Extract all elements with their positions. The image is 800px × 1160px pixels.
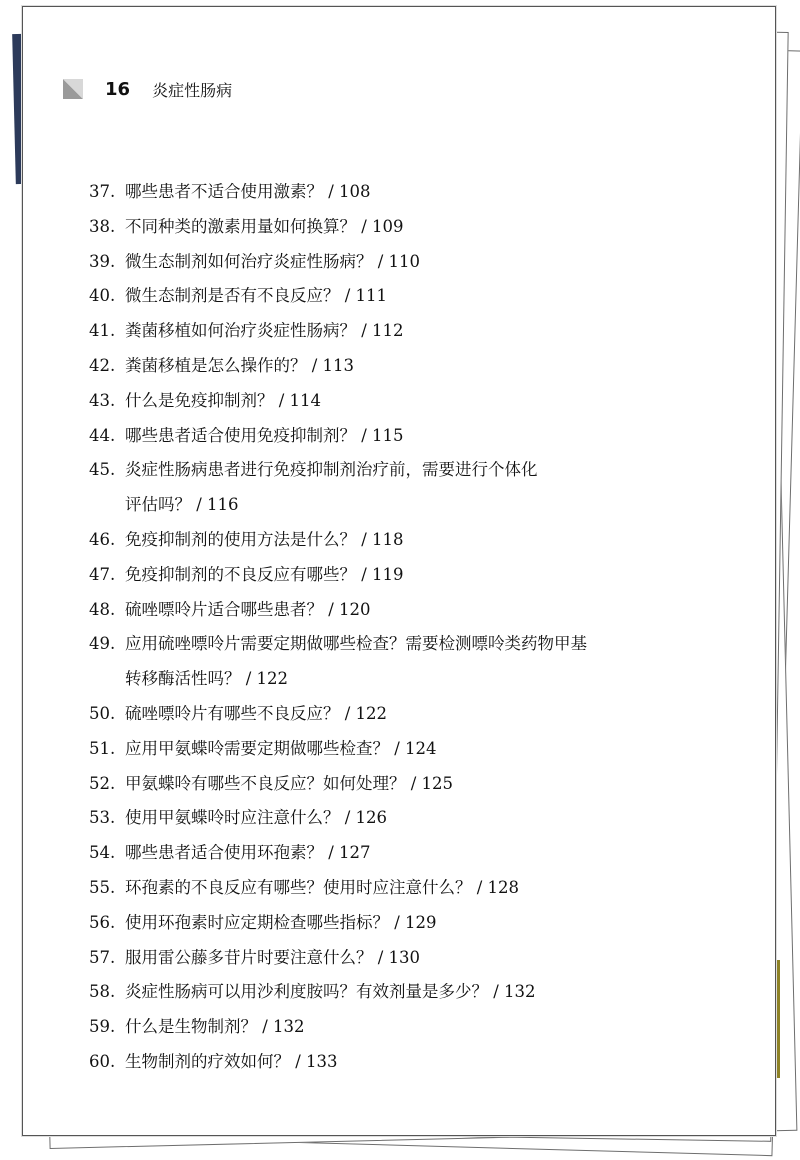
toc-entry (89, 1045, 739, 1080)
toc-entry (89, 906, 739, 941)
toc-entry-number: 41. (89, 321, 116, 341)
toc-entry-text (125, 349, 739, 384)
toc-entry (89, 558, 739, 593)
toc-entry-number: 60. (89, 1051, 116, 1071)
toc-entry-line: 评估吗？ / 116 (125, 495, 239, 515)
toc-entry-line: 免疫抑制剂的不良反应有哪些？ / 119 (125, 564, 404, 584)
toc-entry-number: 47. (89, 564, 116, 584)
toc-entry (89, 1010, 739, 1045)
toc-entry-text (125, 871, 739, 906)
toc-entry-number: 46. (89, 529, 116, 549)
toc-entry-line: 粪菌移植是怎么操作的？ / 113 (125, 355, 355, 375)
toc-entry-text (125, 558, 739, 593)
toc-entry (89, 801, 739, 836)
table-of-contents (89, 175, 739, 1080)
page-header (63, 77, 232, 101)
toc-entry (89, 975, 739, 1010)
toc-entry-line: 哪些患者适合使用环孢素？ / 127 (125, 843, 371, 863)
toc-entry-text (125, 697, 739, 732)
toc-entry-text (125, 975, 739, 1010)
toc-entry-number: 51. (89, 738, 116, 758)
corner-mark-icon (63, 79, 83, 99)
toc-entry-line: 使用甲氨蝶呤时应注意什么？ / 126 (125, 808, 388, 828)
toc-entry-line: 哪些患者适合使用免疫抑制剂？ / 115 (125, 425, 404, 445)
toc-entry-line: 微生态制剂如何治疗炎症性肠病？ / 110 (125, 251, 421, 271)
toc-entry-number: 38. (89, 216, 116, 236)
toc-entry (89, 523, 739, 558)
toc-entry-number: 39. (89, 251, 116, 271)
toc-entry (89, 697, 739, 732)
toc-entry (89, 314, 739, 349)
toc-entry-text (125, 627, 739, 697)
toc-entry-number: 44. (89, 425, 116, 445)
toc-entry (89, 453, 739, 523)
toc-entry (89, 732, 739, 767)
toc-entry-number: 43. (89, 390, 116, 410)
toc-entry-text (125, 593, 739, 628)
toc-entry (89, 279, 739, 314)
toc-entry-line: 炎症性肠病可以用沙利度胺吗？有效剂量是多少？ / 132 (125, 982, 536, 1002)
toc-entry-line: 微生态制剂是否有不良反应？ / 111 (125, 286, 388, 306)
toc-entry-line: 应用甲氨蝶呤需要定期做哪些检查？ / 124 (125, 738, 437, 758)
toc-entry (89, 593, 739, 628)
toc-entry-text (125, 836, 739, 871)
toc-entry (89, 836, 739, 871)
toc-entry-line: 粪菌移植如何治疗炎症性肠病？ / 112 (125, 321, 404, 341)
toc-entry-number: 56. (89, 912, 116, 932)
toc-entry-line: 应用硫唑嘌呤片需要定期做哪些检查？需要检测嘌呤类药物甲基 (125, 634, 587, 654)
toc-entry-line: 硫唑嘌呤片适合哪些患者？ / 120 (125, 599, 371, 619)
toc-entry (89, 349, 739, 384)
toc-entry-text (125, 175, 739, 210)
toc-entry-text (125, 419, 739, 454)
toc-entry (89, 871, 739, 906)
page-number: 16 (105, 78, 131, 100)
toc-entry-line: 环孢素的不良反应有哪些？使用时应注意什么？ / 128 (125, 877, 520, 897)
toc-entry-line: 哪些患者不适合使用激素？ / 108 (125, 182, 371, 201)
toc-entry-line: 什么是免疫抑制剂？ / 114 (125, 390, 322, 410)
toc-entry-text (125, 314, 739, 349)
toc-entry-line: 转移酶活性吗？ / 122 (125, 669, 289, 689)
toc-entry-text (125, 279, 739, 314)
toc-entry-text (125, 767, 739, 802)
toc-entry-number: 58. (89, 982, 116, 1002)
toc-entry-number: 50. (89, 703, 116, 723)
toc-entry-text (125, 523, 739, 558)
toc-entry-text (125, 384, 739, 419)
toc-entry-line: 使用环孢素时应定期检查哪些指标？ / 129 (125, 912, 437, 932)
chapter-title: 炎症性肠病 (152, 80, 233, 100)
toc-entry-text (125, 210, 739, 245)
toc-entry-number: 37. (89, 182, 116, 201)
toc-entry-number: 45. (89, 460, 116, 480)
toc-entry-line: 服用雷公藤多苷片时要注意什么？ / 130 (125, 947, 421, 967)
toc-entry (89, 245, 739, 280)
toc-entry-text (125, 1010, 739, 1045)
toc-entry-number: 57. (89, 947, 116, 967)
toc-entry-line: 生物制剂的疗效如何？ / 133 (125, 1051, 338, 1071)
toc-entry-text (125, 245, 739, 280)
toc-entry-text (125, 906, 739, 941)
toc-entry-text (125, 801, 739, 836)
toc-entry-line: 炎症性肠病患者进行免疫抑制剂治疗前，需要进行个体化 (125, 460, 538, 480)
toc-entry-number: 55. (89, 877, 116, 897)
toc-entry-line: 免疫抑制剂的使用方法是什么？ / 118 (125, 529, 404, 549)
toc-entry (89, 384, 739, 419)
toc-entry-number: 59. (89, 1017, 116, 1037)
toc-entry-number: 54. (89, 843, 116, 863)
toc-entry (89, 210, 739, 245)
toc-entry (89, 419, 739, 454)
toc-entry-line: 甲氨蝶呤有哪些不良反应？如何处理？ / 125 (125, 773, 454, 793)
toc-entry (89, 175, 739, 210)
toc-entry-number: 52. (89, 773, 116, 793)
toc-entry-line: 不同种类的激素用量如何换算？ / 109 (125, 216, 404, 236)
toc-entry-text (125, 1045, 739, 1080)
toc-entry-line: 什么是生物制剂？ / 132 (125, 1017, 305, 1037)
document-page (22, 6, 776, 1136)
toc-entry-number: 42. (89, 355, 116, 375)
toc-entry-number: 53. (89, 808, 116, 828)
toc-entry-line: 硫唑嘌呤片有哪些不良反应？ / 122 (125, 703, 388, 723)
toc-entry-text (125, 941, 739, 976)
toc-entry (89, 767, 739, 802)
toc-entry-text (125, 453, 739, 523)
toc-entry (89, 627, 739, 697)
toc-entry-number: 48. (89, 599, 116, 619)
toc-entry-number: 40. (89, 286, 116, 306)
toc-entry-number: 49. (89, 634, 116, 654)
toc-entry-text (125, 732, 739, 767)
toc-entry (89, 941, 739, 976)
